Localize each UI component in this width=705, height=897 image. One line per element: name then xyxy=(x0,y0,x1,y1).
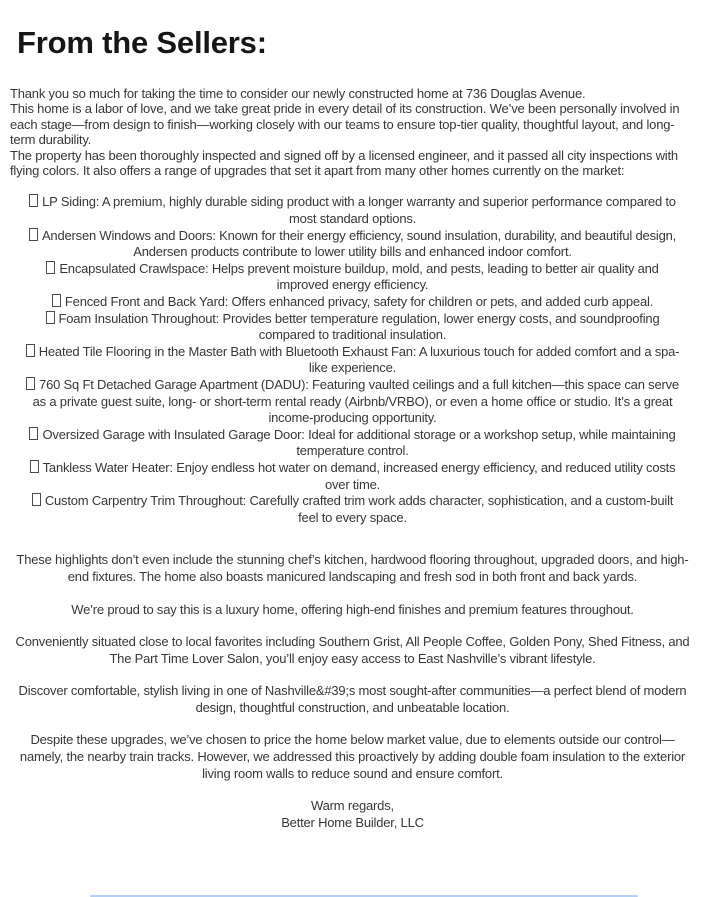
feature-item xyxy=(25,311,680,344)
signature-line: Warm regards, xyxy=(311,798,394,814)
missing-glyph-icon xyxy=(26,377,35,390)
missing-glyph-icon xyxy=(29,228,38,241)
feature-item xyxy=(25,460,680,493)
signature xyxy=(0,798,705,831)
closing-paragraph: Discover comfortable, stylish living in one of Nashville&#39;s most sought-after communities—a perfect blend of modern design, thoughtful construction, and unbeatable location. xyxy=(18,683,687,715)
feature-item-text: Fenced Front and Back Yard: Offers enhanced privacy, safety for children or pets, and added curb appeal. xyxy=(64,294,654,309)
feature-item xyxy=(25,427,680,460)
feature-item-text: Foam Insulation Throughout: Provides better temperature regulation, lower energy costs, and soundproofing compared to traditional insulation. xyxy=(58,310,660,343)
feature-item-text: Andersen Windows and Doors: Known for their energy efficiency, sound insulation, durability, and beautiful design, Andersen products contribute to lower utility bills and enhanced indoor comfort. xyxy=(41,227,677,260)
intro-paragraph: This home is a labor of love, and we take great pride in every detail of its construction. We’ve been personally involved in each stage—from design to finish—working closely with our teams to ensure top-tier quality, thoughtful layout, and long-term durability. xyxy=(10,101,680,148)
feature-item xyxy=(25,377,680,427)
missing-glyph-icon xyxy=(30,460,39,473)
intro-paragraph: The property has been thoroughly inspected and signed off by a licensed engineer, and it passed all city inspections with flying colors. It also offers a range of upgrades that set it apart from many other homes currently on the market: xyxy=(10,147,678,179)
feature-item xyxy=(25,228,680,261)
closing-paragraph: These highlights don’t even include the stunning chef’s kitchen, hardwood flooring throughout, upgraded doors, and high-end fixtures. The home also boasts manicured landscaping and fresh sod in both front and back yards. xyxy=(16,552,689,584)
feature-item xyxy=(25,344,680,377)
feature-item xyxy=(25,194,680,227)
intro-paragraphs xyxy=(10,86,695,178)
missing-glyph-icon xyxy=(29,427,38,440)
feature-item xyxy=(25,493,680,526)
feature-item-text: Tankless Water Heater: Enjoy endless hot water on demand, increased energy efficiency, and reduced utility costs over time. xyxy=(42,459,676,492)
feature-item-text: Heated Tile Flooring in the Master Bath with Bluetooth Exhaust Fan: A luxurious touch for added comfort and a spa-like experience. xyxy=(38,343,680,376)
feature-item xyxy=(25,294,680,311)
feature-item-text: LP Siding: A premium, highly durable siding product with a longer warranty and superior performance compared to most standard options. xyxy=(42,194,676,227)
feature-list xyxy=(25,194,680,526)
missing-glyph-icon xyxy=(26,344,35,357)
missing-glyph-icon xyxy=(29,194,38,207)
missing-glyph-icon xyxy=(46,311,55,324)
missing-glyph-icon xyxy=(52,294,61,307)
closing-paragraph: Despite these upgrades, we’ve chosen to price the home below market value, due to elements outside our control—namely, the nearby train tracks. However, we addressed this proactively by adding double foam insulation to the exterior living room walls to reduce sound and ensure comfort. xyxy=(19,732,686,781)
signature-line: Better Home Builder, LLC xyxy=(281,814,424,830)
intro-paragraph: Thank you so much for taking the time to consider our newly constructed home at 736 Douglas Avenue. xyxy=(10,86,586,101)
feature-item xyxy=(25,261,680,294)
feature-item-text: Custom Carpentry Trim Throughout: Carefully crafted trim work adds character, sophistication, and a custom-built feel to every space. xyxy=(44,493,674,525)
feature-item-text: Encapsulated Crawlspace: Helps prevent moisture buildup, mold, and pests, leading to better air quality and improved energy efficiency. xyxy=(59,260,659,293)
feature-item-text: 760 Sq Ft Detached Garage Apartment (DADU): Featuring vaulted ceilings and a full kitchen—this space can serve as a private guest suite, long- or short-term rental ready (Airbnb/VRBO), or even a home office or studio. It’s a great income-producing opportunity. xyxy=(32,376,679,426)
missing-glyph-icon xyxy=(32,493,41,506)
closing-paragraph: Conveniently situated close to local favorites including Southern Grist, All People Coffee, Golden Pony, Shed Fitness, and The Part Time Lover Salon, you’ll enjoy easy access to East Nashville’s vibrant lifestyle. xyxy=(15,634,690,666)
closing-paragraph: We’re proud to say this is a luxury home, offering high-end finishes and premium features throughout. xyxy=(71,601,634,617)
missing-glyph-icon xyxy=(46,261,55,274)
feature-item-text: Oversized Garage with Insulated Garage Door: Ideal for additional storage or a workshop setup, while maintaining temperature control. xyxy=(42,426,676,459)
closing-paragraphs xyxy=(10,552,695,782)
page-title: From the Sellers: xyxy=(17,25,267,60)
